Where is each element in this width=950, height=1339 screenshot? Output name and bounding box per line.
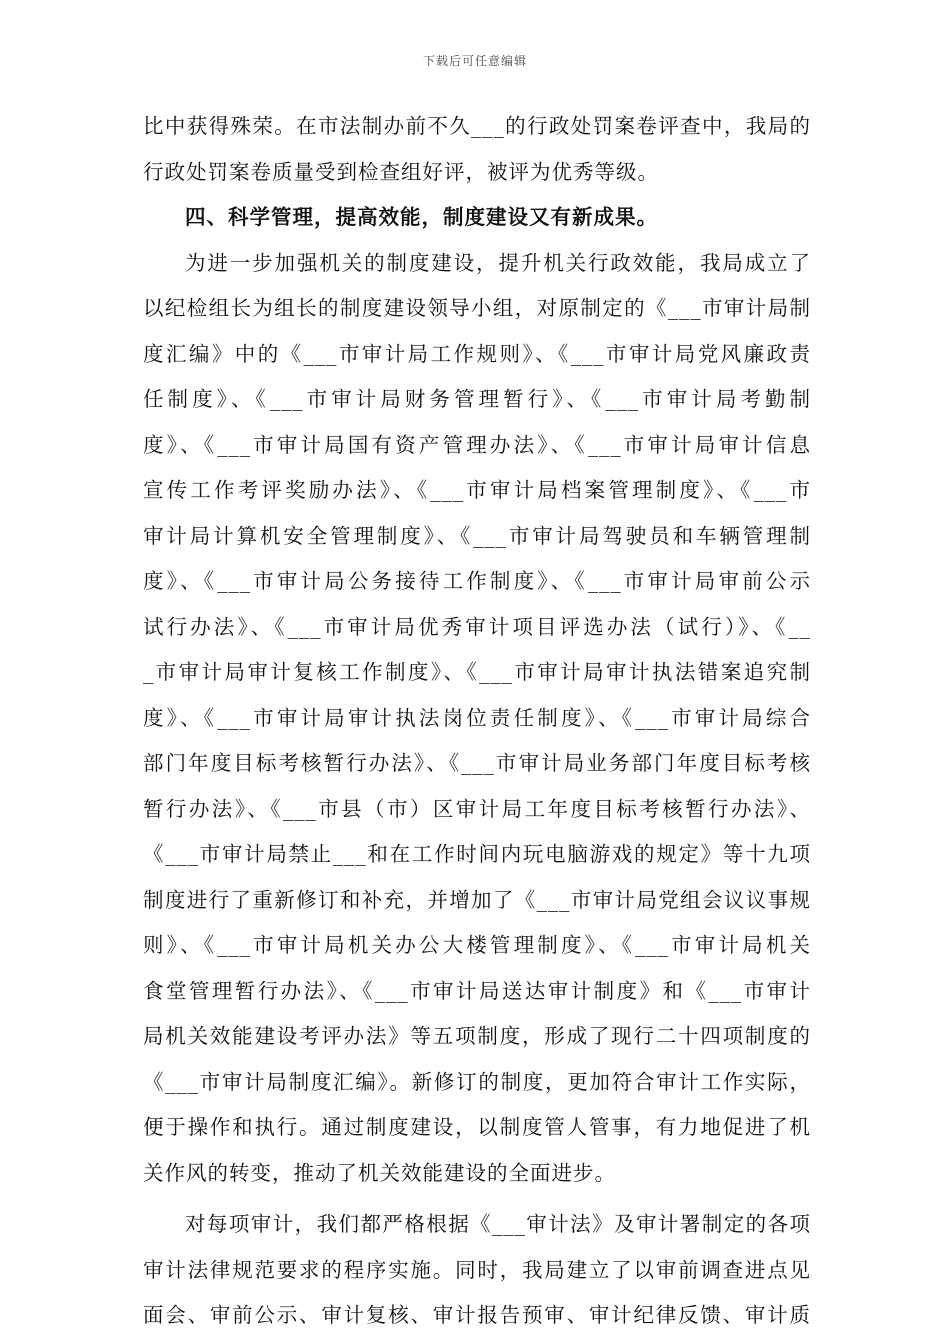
text-line: 制度进行了重新修订和补充，并增加了《___市审计局党组会议议事规 (143, 887, 811, 912)
text-line: 度》、《___市审计局国有资产管理办法》、《___市审计局审计信息 (143, 432, 811, 457)
text-line: 度》、《___市审计局审计执法岗位责任制度》、《___市审计局综合 (143, 705, 811, 730)
text-line: 便于操作和执行。通过制度建设，以制度管人管事，有力地促进了机 (143, 1115, 811, 1139)
text-line: 《___市审计局禁止___和在工作时间内玩电脑游戏的规定》等十九项 (143, 842, 811, 866)
text-line: 暂行办法》、《___市县（市）区审计局工年度目标考核暂行办法》、 (143, 796, 811, 821)
document-body (143, 104, 811, 1339)
text-line: 关作风的转变，推动了机关效能建设的全面进步。 (143, 1160, 616, 1185)
text-line: 以纪检组长为组长的制度建设领导小组，对原制定的《___市审计局制 (143, 296, 811, 320)
text-line: _市审计局审计复核工作制度》、《___市审计局审计执法错案追究制 (143, 660, 811, 684)
heading-line: 四、科学管理，提高效能，制度建设又有新成果。 (185, 205, 658, 229)
page-header-note: 下载后可任意编辑 (422, 54, 527, 68)
text-line: 食堂管理暂行办法》、《___市审计局送达审计制度》和《___市审计 (143, 978, 811, 1003)
text-line: 审计局计算机安全管理制度》、《___市审计局驾驶员和车辆管理制 (143, 523, 811, 548)
paragraph (143, 104, 811, 195)
text-line: 局机关效能建设考评办法》等五项制度，形成了现行二十四项制度的 (143, 1024, 811, 1048)
text-line: 宣传工作考评奖励办法》、《___市审计局档案管理制度》、《___市 (143, 478, 811, 502)
text-line: 任制度》、《___市审计局财务管理暂行》、《___市审计局考勤制 (143, 387, 811, 411)
section-heading (143, 195, 811, 241)
text-line: 部门年度目标考核暂行办法》、《___市审计局业务部门年度目标考核 (143, 751, 811, 775)
text-line: 行政处罚案卷质量受到检查组好评，被评为优秀等级。 (143, 159, 659, 184)
text-line: 试行办法》、《___市审计局优秀审计项目评选办法（试行）》、《__ (143, 614, 811, 639)
text-line: 则》、《___市审计局机关办公大楼管理制度》、《___市审计局机关 (143, 933, 811, 957)
text-line: 《___市审计局制度汇编》。新修订的制度，更加符合审计工作实际， (143, 1069, 811, 1094)
paragraph (143, 1202, 811, 1339)
paragraph (143, 241, 811, 1197)
text-line: 面会、审前公示、审计复核、审计报告预审、审计纪律反馈、审计质 (143, 1303, 811, 1327)
text-line: 对每项审计，我们都严格根据《___审计法》及审计署制定的各项 (185, 1212, 811, 1236)
text-line: 比中获得殊荣。在市法制办前不久___的行政处罚案卷评查中，我局的 (143, 114, 811, 138)
text-line: 度》、《___市审计局公务接待工作制度》、《___市审计局审前公示 (143, 569, 811, 593)
text-line: 审计法律规范要求的程序实施。同时，我局建立了以审前调查进点见 (143, 1257, 811, 1282)
text-line: 为进一步加强机关的制度建设，提升机关行政效能，我局成立了 (185, 250, 811, 275)
text-line: 度汇编》中的《___市审计局工作规则》、《___市审计局党风廉政责 (143, 341, 811, 366)
